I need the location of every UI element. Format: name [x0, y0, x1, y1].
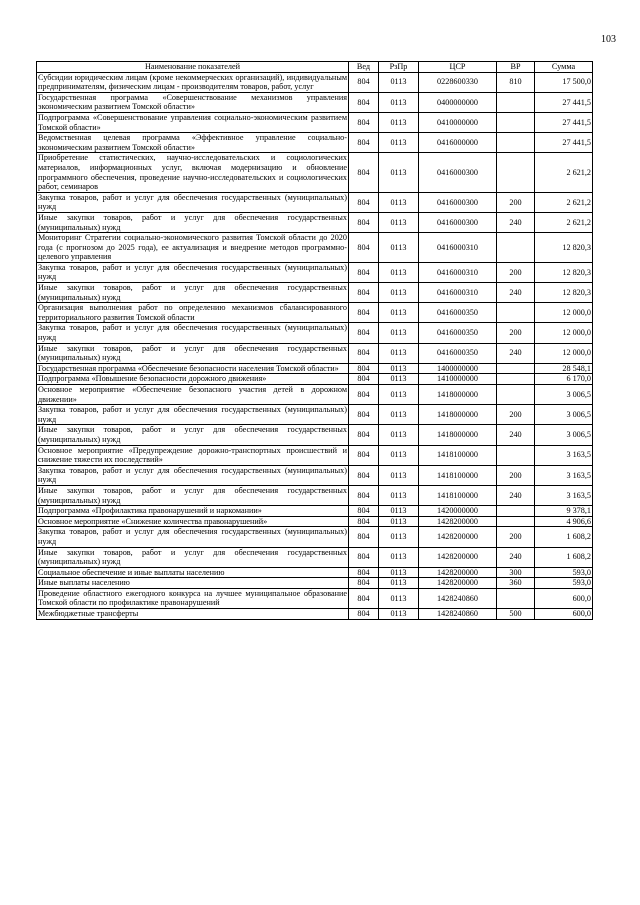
- cell-name: Основное мероприятие «Снижение количества правонарушений»: [37, 516, 349, 527]
- cell-sum: 3 006,5: [535, 385, 593, 405]
- page-number: 103: [601, 34, 616, 45]
- cell-ved: 804: [349, 516, 379, 527]
- cell-sum: 593,0: [535, 567, 593, 578]
- cell-rzpr: 0113: [379, 425, 419, 445]
- cell-csr: 1428240860: [419, 609, 497, 620]
- cell-rzpr: 0113: [379, 92, 419, 112]
- cell-csr: 1410000000: [419, 374, 497, 385]
- cell-ved: 804: [349, 485, 379, 505]
- cell-ved: 804: [349, 212, 379, 232]
- header-name: Наименование показателей: [37, 62, 349, 73]
- cell-rzpr: 0113: [379, 445, 419, 465]
- cell-csr: 1428200000: [419, 578, 497, 589]
- table-row: [37, 92, 593, 112]
- cell-vr: 240: [497, 547, 535, 567]
- cell-name: Субсидии юридическим лицам (кроме некоммерческих организаций), индивидуальным предпринимателям, физическим лицам - производителям товаров, работ, услуг: [38, 72, 347, 92]
- cell-csr: 0416000310: [419, 233, 497, 263]
- cell-name: Основное мероприятие «Предупреждение дорожно-транспортных происшествий и снижение тяжести их последствий»: [38, 445, 347, 465]
- cell-vr: [497, 363, 535, 374]
- header-vr: ВР: [497, 62, 535, 73]
- cell-csr: 0416000300: [419, 212, 497, 232]
- cell-name: Закупка товаров, работ и услуг для обеспечения государственных (муниципальных) нужд: [38, 465, 347, 485]
- cell-vr: 240: [497, 212, 535, 232]
- cell-ved: 804: [349, 578, 379, 589]
- cell-sum: 600,0: [535, 588, 593, 608]
- cell-ved: 804: [349, 233, 379, 263]
- cell-csr: 1418000000: [419, 425, 497, 445]
- cell-vr: [497, 133, 535, 153]
- table-row: [37, 133, 593, 153]
- cell-vr: 240: [497, 343, 535, 363]
- table-row: [37, 283, 593, 303]
- cell-ved: 804: [349, 567, 379, 578]
- table-row: [37, 233, 593, 263]
- cell-rzpr: 0113: [379, 343, 419, 363]
- cell-vr: [497, 303, 535, 323]
- cell-sum: 3 163,5: [535, 445, 593, 465]
- cell-ved: 804: [349, 112, 379, 132]
- cell-name: Закупка товаров, работ и услуг для обеспечения государственных (муниципальных) нужд: [38, 527, 347, 546]
- header-ved: Вед: [349, 62, 379, 73]
- cell-vr: [497, 112, 535, 132]
- cell-rzpr: 0113: [379, 303, 419, 323]
- cell-ved: 804: [349, 262, 379, 282]
- table-row: [37, 112, 593, 132]
- cell-sum: 2 621,2: [535, 192, 593, 212]
- cell-sum: 4 906,6: [535, 516, 593, 527]
- cell-name: Подпрограмма «Повышение безопасности дорожного движения»: [37, 374, 349, 385]
- table-row: [37, 609, 593, 620]
- cell-ved: 804: [349, 153, 379, 192]
- table-row: [37, 405, 593, 425]
- cell-csr: 0416000350: [419, 303, 497, 323]
- cell-csr: 0416000300: [419, 153, 497, 192]
- cell-vr: [497, 588, 535, 608]
- cell-vr: 360: [497, 578, 535, 589]
- cell-name: Иные закупки товаров, работ и услуг для обеспечения государственных (муниципальных) нужд: [38, 283, 347, 302]
- cell-ved: 804: [349, 343, 379, 363]
- table-row: [37, 588, 593, 608]
- cell-vr: [497, 153, 535, 192]
- table-row: [37, 385, 593, 405]
- table-row: [37, 578, 593, 589]
- cell-rzpr: 0113: [379, 516, 419, 527]
- cell-csr: 1418000000: [419, 385, 497, 405]
- header-csr: ЦСР: [419, 62, 497, 73]
- cell-csr: 1418100000: [419, 485, 497, 505]
- cell-sum: 28 548,1: [535, 363, 593, 374]
- cell-sum: 12 000,0: [535, 303, 593, 323]
- cell-csr: 0416000000: [419, 133, 497, 153]
- cell-name: Основное мероприятие «Обеспечение безопасного участия детей в дорожном движении»: [38, 385, 347, 404]
- cell-rzpr: 0113: [379, 527, 419, 547]
- cell-name: Закупка товаров, работ и услуг для обеспечения государственных (муниципальных) нужд: [38, 323, 347, 343]
- header-sum: Сумма: [535, 62, 593, 73]
- cell-ved: 804: [349, 547, 379, 567]
- cell-name: Государственная программа «Совершенствование механизмов управления экономическим развитием Томской области»: [38, 92, 347, 112]
- cell-ved: 804: [349, 374, 379, 385]
- cell-rzpr: 0113: [379, 485, 419, 505]
- cell-ved: 804: [349, 92, 379, 112]
- cell-sum: 1 608,2: [535, 547, 593, 567]
- table-row: [37, 506, 593, 517]
- cell-ved: 804: [349, 445, 379, 465]
- cell-sum: 3 006,5: [535, 405, 593, 425]
- table-row: [37, 212, 593, 232]
- cell-sum: 9 378,1: [535, 506, 593, 517]
- cell-name: Закупка товаров, работ и услуг для обеспечения государственных (муниципальных) нужд: [38, 262, 347, 282]
- table-row: [37, 303, 593, 323]
- cell-vr: [497, 233, 535, 263]
- cell-ved: 804: [349, 425, 379, 445]
- cell-sum: 12 820,3: [535, 262, 593, 282]
- cell-vr: 200: [497, 323, 535, 343]
- cell-ved: 804: [349, 192, 379, 212]
- cell-vr: [497, 506, 535, 517]
- cell-sum: 3 163,5: [535, 465, 593, 485]
- cell-name: Приобретение статистических, научно-исследовательских и социологических материалов, информационных услуг, включая модернизацию и обновление программного обеспечения, проведение научно-исследовательских и социологических работ, семинаров: [38, 153, 347, 192]
- cell-csr: 1428200000: [419, 516, 497, 527]
- cell-vr: 240: [497, 283, 535, 303]
- cell-sum: 1 608,2: [535, 527, 593, 547]
- table-row: [37, 343, 593, 363]
- cell-sum: 17 500,0: [535, 72, 593, 92]
- cell-name: Иные закупки товаров, работ и услуг для обеспечения государственных (муниципальных) нужд: [38, 547, 347, 567]
- cell-vr: 200: [497, 465, 535, 485]
- cell-name: Мониторинг Стратегии социально-экономического развития Томской области до 2020 года (с прогнозом до 2025 года), ее актуализация и внедрение методов программно-целевого управления: [38, 233, 347, 262]
- cell-name: Иные закупки товаров, работ и услуг для обеспечения государственных (муниципальных) нужд: [38, 343, 347, 363]
- cell-ved: 804: [349, 303, 379, 323]
- cell-rzpr: 0113: [379, 262, 419, 282]
- table-row: [37, 425, 593, 445]
- cell-sum: 27 441,5: [535, 133, 593, 153]
- cell-ved: 804: [349, 385, 379, 405]
- cell-vr: [497, 92, 535, 112]
- cell-name: Ведомственная целевая программа «Эффективное управление социально-экономическим развитием Томской области»: [38, 133, 347, 152]
- cell-ved: 804: [349, 363, 379, 374]
- cell-rzpr: 0113: [379, 506, 419, 517]
- cell-ved: 804: [349, 72, 379, 92]
- cell-csr: 1418100000: [419, 465, 497, 485]
- cell-sum: 2 621,2: [535, 153, 593, 192]
- cell-ved: 804: [349, 506, 379, 517]
- cell-csr: 1428240860: [419, 588, 497, 608]
- table-row: [37, 323, 593, 343]
- cell-csr: 1418000000: [419, 405, 497, 425]
- cell-rzpr: 0113: [379, 465, 419, 485]
- cell-csr: 0410000000: [419, 112, 497, 132]
- cell-name: Межбюджетные трансферты: [37, 609, 349, 620]
- cell-rzpr: 0113: [379, 283, 419, 303]
- table-row: [37, 465, 593, 485]
- header-rzpr: РзПр: [379, 62, 419, 73]
- cell-rzpr: 0113: [379, 192, 419, 212]
- cell-sum: 27 441,5: [535, 112, 593, 132]
- cell-sum: 27 441,5: [535, 92, 593, 112]
- cell-name: Закупка товаров, работ и услуг для обеспечения государственных (муниципальных) нужд: [38, 405, 347, 424]
- cell-name: Иные закупки товаров, работ и услуг для обеспечения государственных (муниципальных) нужд: [38, 485, 347, 505]
- table-row: [37, 485, 593, 505]
- cell-sum: 600,0: [535, 609, 593, 620]
- cell-sum: 12 820,3: [535, 283, 593, 303]
- table-row: [37, 72, 593, 92]
- cell-csr: 1400000000: [419, 363, 497, 374]
- cell-vr: [497, 516, 535, 527]
- table-row: [37, 262, 593, 282]
- cell-vr: 200: [497, 405, 535, 425]
- cell-rzpr: 0113: [379, 588, 419, 608]
- cell-csr: 1428200000: [419, 547, 497, 567]
- cell-rzpr: 0113: [379, 323, 419, 343]
- cell-name: Подпрограмма «Совершенствование управления социально-экономическим развитием Томской области»: [38, 112, 347, 132]
- cell-name: Закупка товаров, работ и услуг для обеспечения государственных (муниципальных) нужд: [38, 192, 347, 212]
- cell-ved: 804: [349, 283, 379, 303]
- cell-sum: 593,0: [535, 578, 593, 589]
- cell-ved: 804: [349, 465, 379, 485]
- cell-vr: 500: [497, 609, 535, 620]
- cell-ved: 804: [349, 527, 379, 547]
- cell-vr: [497, 374, 535, 385]
- table-row: [37, 192, 593, 212]
- cell-name: Иные выплаты населению: [37, 578, 349, 589]
- cell-rzpr: 0113: [379, 567, 419, 578]
- cell-sum: 12 000,0: [535, 343, 593, 363]
- cell-vr: [497, 385, 535, 405]
- cell-rzpr: 0113: [379, 405, 419, 425]
- cell-name: Иные закупки товаров, работ и услуг для обеспечения государственных (муниципальных) нужд: [38, 212, 347, 232]
- cell-vr: 240: [497, 485, 535, 505]
- cell-csr: 1428200000: [419, 567, 497, 578]
- cell-sum: 12 820,3: [535, 233, 593, 263]
- cell-name: Организация выполнения работ по определению механизмов сбалансированного территориального развития Томской области: [38, 303, 347, 322]
- table-row: [37, 527, 593, 547]
- cell-sum: 6 170,0: [535, 374, 593, 385]
- cell-sum: 3 163,5: [535, 485, 593, 505]
- cell-vr: [497, 445, 535, 465]
- cell-csr: 0228600330: [419, 72, 497, 92]
- table-header-row: [37, 62, 593, 73]
- cell-rzpr: 0113: [379, 363, 419, 374]
- cell-vr: 810: [497, 72, 535, 92]
- cell-name: Социальное обеспечение и иные выплаты населению: [37, 567, 349, 578]
- cell-rzpr: 0113: [379, 374, 419, 385]
- budget-table: [36, 61, 593, 620]
- table-row: [37, 374, 593, 385]
- cell-csr: 0416000350: [419, 323, 497, 343]
- cell-csr: 0416000300: [419, 192, 497, 212]
- cell-sum: 2 621,2: [535, 212, 593, 232]
- cell-vr: 300: [497, 567, 535, 578]
- table-row: [37, 516, 593, 527]
- cell-vr: 200: [497, 262, 535, 282]
- cell-rzpr: 0113: [379, 385, 419, 405]
- table-row: [37, 445, 593, 465]
- cell-csr: 0416000310: [419, 283, 497, 303]
- cell-sum: 3 006,5: [535, 425, 593, 445]
- cell-rzpr: 0113: [379, 609, 419, 620]
- table-row: [37, 547, 593, 567]
- cell-csr: 1420000000: [419, 506, 497, 517]
- cell-name: Подпрограмма «Профилактика правонарушений и наркомании»: [37, 506, 349, 517]
- cell-csr: 1418100000: [419, 445, 497, 465]
- cell-ved: 804: [349, 588, 379, 608]
- cell-csr: 0416000310: [419, 262, 497, 282]
- cell-csr: 0400000000: [419, 92, 497, 112]
- cell-rzpr: 0113: [379, 72, 419, 92]
- cell-csr: 1428200000: [419, 527, 497, 547]
- cell-ved: 804: [349, 133, 379, 153]
- cell-rzpr: 0113: [379, 112, 419, 132]
- cell-vr: 200: [497, 527, 535, 547]
- cell-sum: 12 000,0: [535, 323, 593, 343]
- cell-csr: 0416000350: [419, 343, 497, 363]
- cell-rzpr: 0113: [379, 212, 419, 232]
- cell-vr: 240: [497, 425, 535, 445]
- table-row: [37, 363, 593, 374]
- cell-ved: 804: [349, 609, 379, 620]
- cell-rzpr: 0113: [379, 233, 419, 263]
- table-row: [37, 567, 593, 578]
- cell-vr: 200: [497, 192, 535, 212]
- cell-name: Проведение областного ежегодного конкурса на лучшее муниципальное образование Томской области по профилактике правонарушений: [38, 588, 347, 608]
- cell-rzpr: 0113: [379, 153, 419, 192]
- table-row: [37, 153, 593, 192]
- cell-rzpr: 0113: [379, 133, 419, 153]
- cell-rzpr: 0113: [379, 578, 419, 589]
- cell-name: Государственная программа «Обеспечение безопасности населения Томской области»: [37, 363, 349, 374]
- cell-rzpr: 0113: [379, 547, 419, 567]
- cell-ved: 804: [349, 323, 379, 343]
- cell-ved: 804: [349, 405, 379, 425]
- cell-name: Иные закупки товаров, работ и услуг для обеспечения государственных (муниципальных) нужд: [38, 425, 347, 444]
